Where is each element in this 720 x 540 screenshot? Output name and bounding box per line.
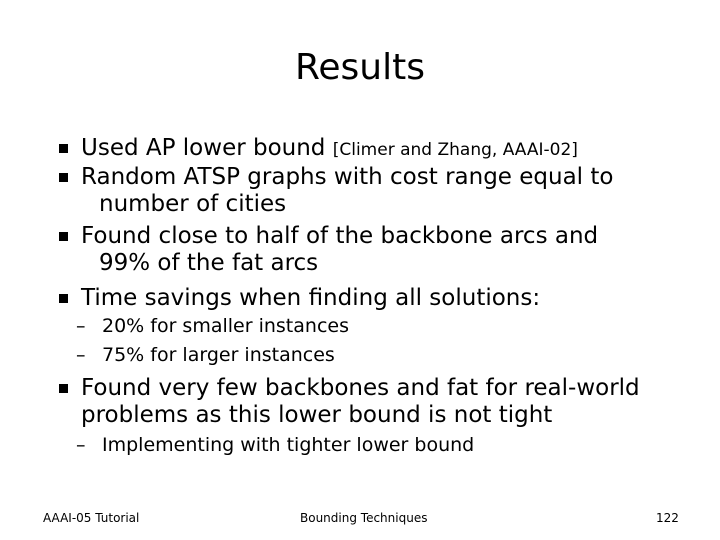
sub-text: 75% for larger instances xyxy=(102,344,335,366)
sub-text: 20% for smaller instances xyxy=(102,315,349,337)
bullet-5-line-1: Found very few backbones and fat for real-world xyxy=(81,375,640,401)
bullet-1-text xyxy=(81,134,578,164)
bullet-marker xyxy=(59,173,68,182)
sub-dash: – xyxy=(76,434,86,456)
bullet-1-main: Used AP lower bound xyxy=(81,135,326,161)
page-number: 122 xyxy=(656,511,679,525)
sub-dash: – xyxy=(76,344,86,366)
bullet-marker xyxy=(59,144,68,153)
bullet-3-line-2: 99% of the fat arcs xyxy=(99,250,319,276)
slide-title: Results xyxy=(295,47,425,88)
bullet-4-text: Time savings when finding all solutions: xyxy=(81,285,541,311)
bullet-2-line-1: Random ATSP graphs with cost range equal to xyxy=(81,164,614,190)
bullet-1-citation: [Climer and Zhang, AAAI-02] xyxy=(332,140,578,160)
bullet-3-line-1: Found close to half of the backbone arcs and xyxy=(81,223,599,249)
bullet-4-subitem-2 xyxy=(76,343,335,367)
bullet-2-line-2: number of cities xyxy=(99,191,287,217)
sub-text: Implementing with tighter lower bound xyxy=(102,434,475,456)
footer-left: AAAI-05 Tutorial xyxy=(43,511,140,525)
sub-dash: – xyxy=(76,315,86,337)
bullet-4-subitem-1 xyxy=(76,314,349,338)
bullet-marker xyxy=(59,232,68,241)
bullet-5-subitem-1 xyxy=(76,433,474,457)
bullet-marker xyxy=(59,384,68,393)
footer-center: Bounding Techniques xyxy=(300,511,428,525)
bullet-5-line-2: problems as this lower bound is not tight xyxy=(81,402,553,428)
bullet-marker xyxy=(59,294,68,303)
